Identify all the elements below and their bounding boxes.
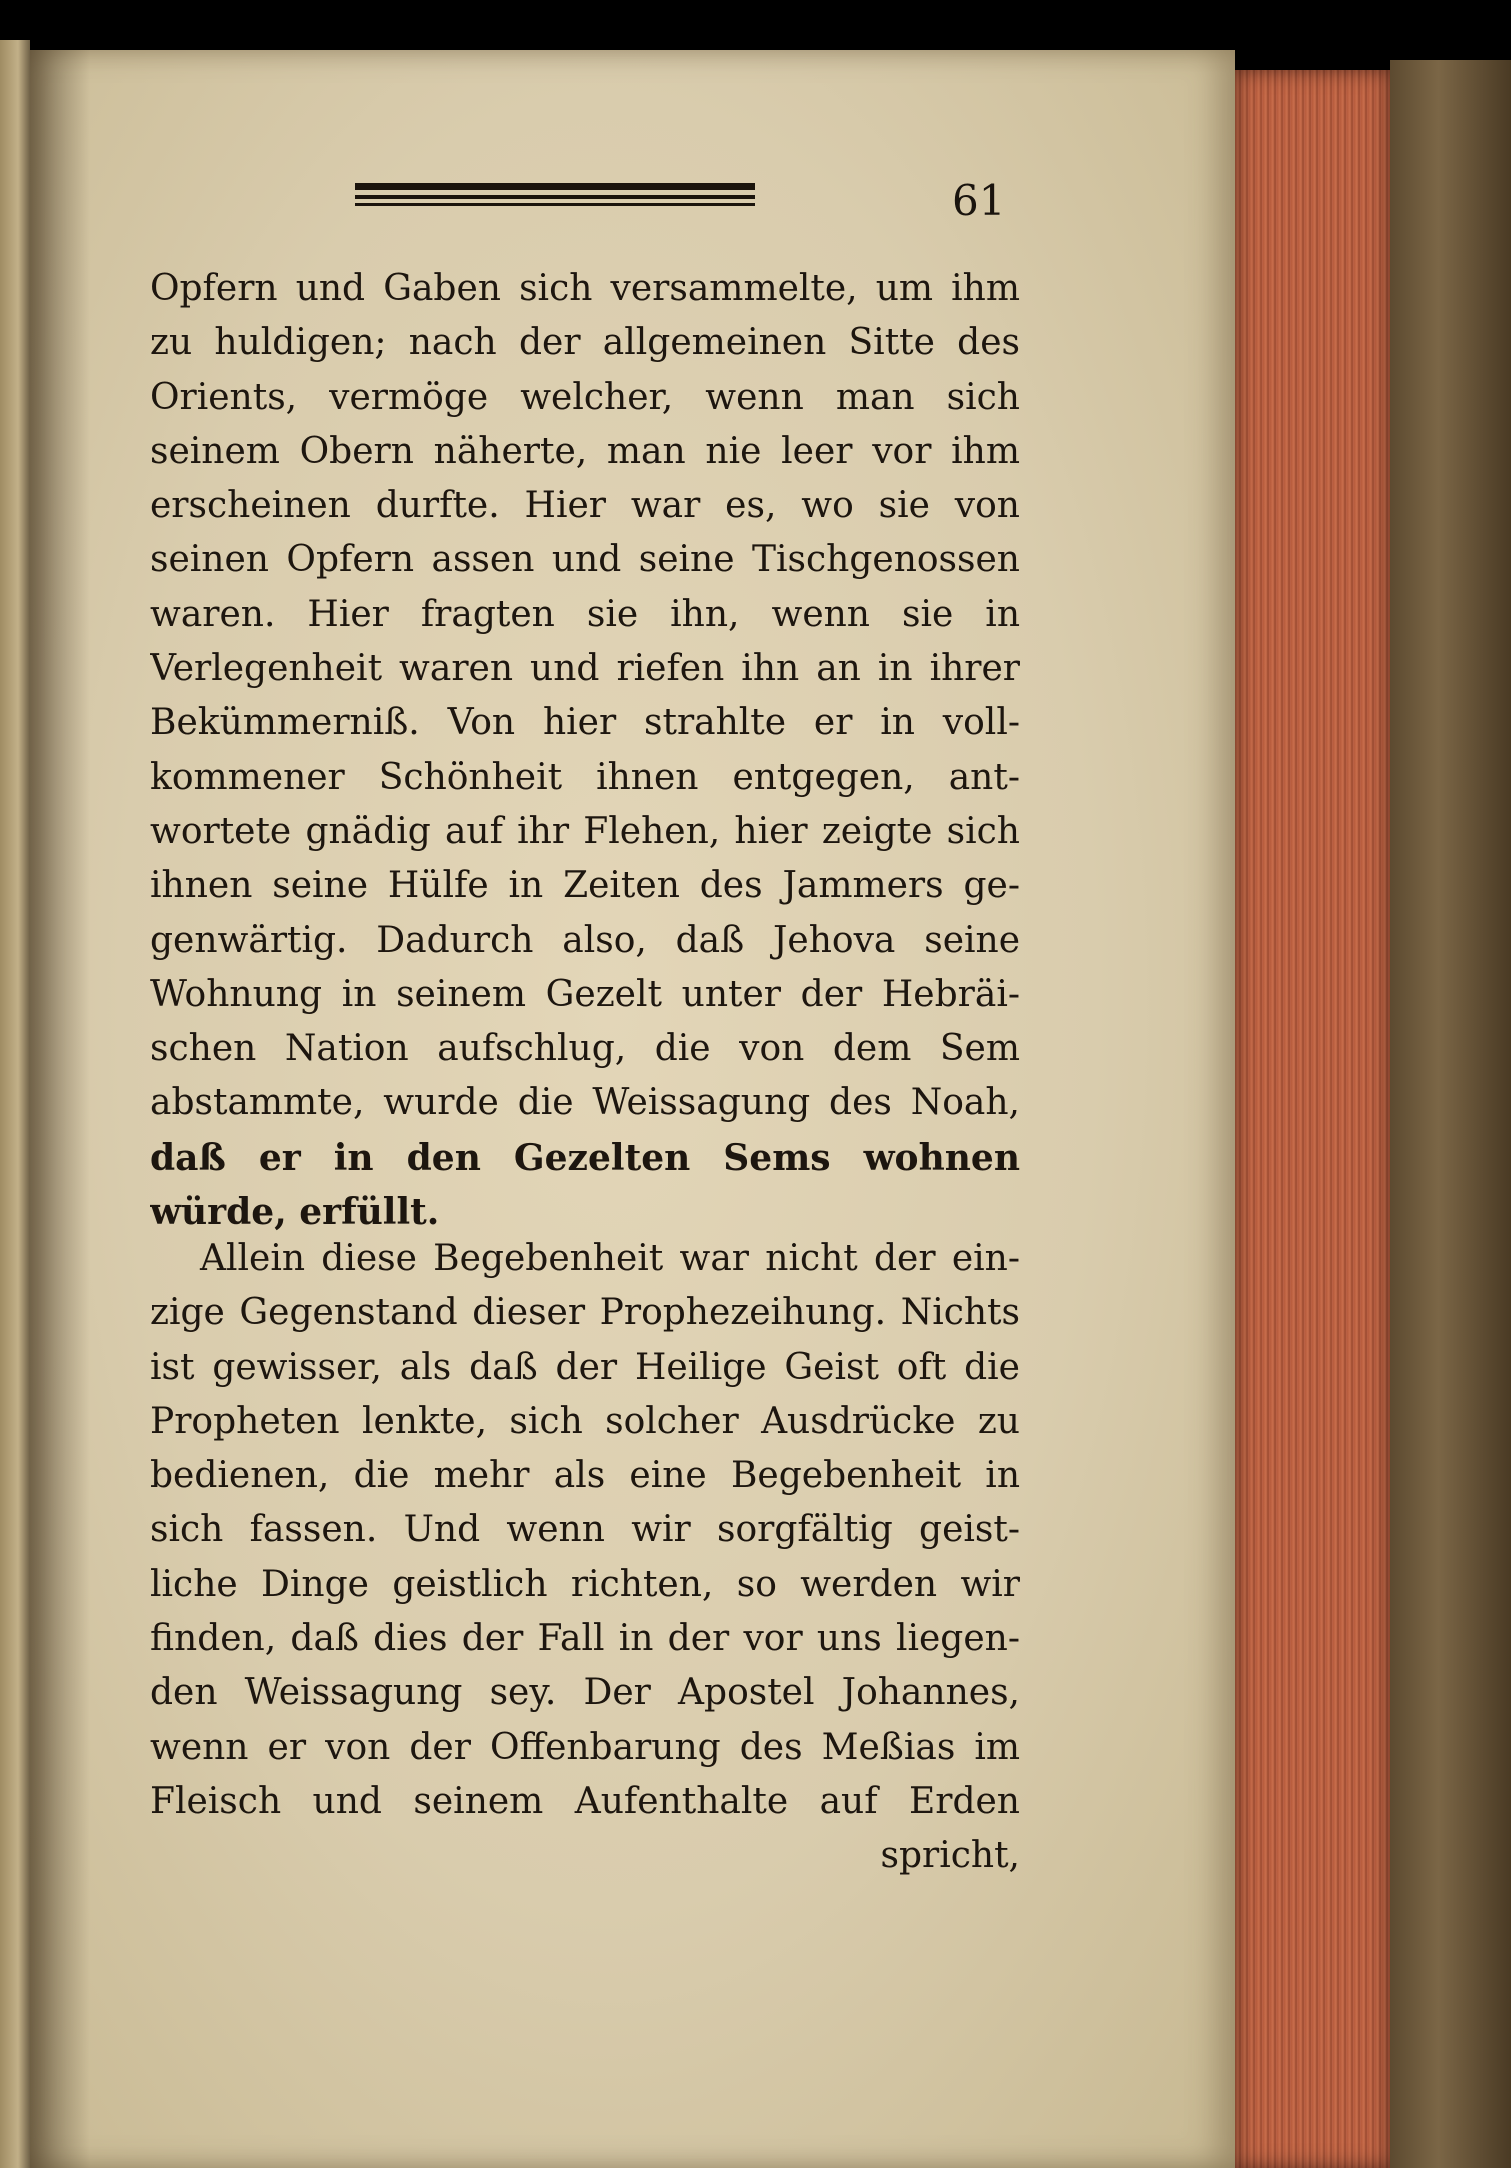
paragraph-1 [150, 262, 1020, 1239]
text-line: Fleisch und seinem Aufenthalte auf Erden [150, 1780, 1020, 1822]
text-line: abstammte, wurde die Weissagung des Noah, [150, 1082, 1020, 1124]
text-line: liche Dinge geistlich richten, so werden wir [150, 1563, 1020, 1605]
text-line: den Weissagung sey. Der Apostel Johannes, [150, 1672, 1020, 1714]
text-line: ihnen seine Hülfe in Zeiten des Jammers ge- [150, 865, 1020, 907]
text-line: wortete gnädig auf ihr Flehen, hier zeigte sich [150, 810, 1020, 852]
gutter-shadow [30, 50, 90, 2168]
header-rule [355, 183, 755, 209]
text-line: zu huldigen; nach der allgemeinen Sitte des [150, 322, 1020, 364]
text-line: Allein diese Begebenheit war nicht der ein- [200, 1238, 1020, 1279]
text-line: schen Nation aufschlug, die von dem Sem [150, 1028, 1020, 1070]
text-line: seinem Obern näherte, man nie leer vor ihm [150, 430, 1020, 472]
text-line: zige Gegenstand dieser Prophezeihung. Nichts [150, 1292, 1020, 1334]
text-line: Orients, vermöge welcher, wenn man sich [150, 376, 1020, 418]
page-edges [1235, 70, 1390, 2168]
book-cover [1390, 60, 1511, 2168]
text-line: sich fassen. Und wenn wir sorgfältig geist- [150, 1509, 1020, 1551]
text-line: finden, daß dies der Fall in der vor uns liegen- [150, 1618, 1020, 1660]
text-line: erscheinen durfte. Hier war es, wo sie von [150, 485, 1020, 527]
text-line: bedienen, die mehr als eine Begebenheit in [150, 1455, 1020, 1497]
previous-page-edge [0, 40, 30, 2168]
text-line: Wohnung in seinem Gezelt unter der Hebräi- [150, 973, 1020, 1015]
text-line: Bekümmerniß. Von hier strahlte er in voll- [150, 702, 1020, 744]
page-number: 61 [952, 176, 1006, 225]
paragraph-2 [150, 1232, 1020, 1884]
text-line: ist gewisser, als daß der Heilige Geist oft die [150, 1346, 1020, 1388]
text-line: Verlegenheit waren und riefen ihn an in ihrer [150, 648, 1020, 690]
text-line: kommener Schönheit ihnen entgegen, ant- [150, 756, 1020, 798]
text-line: Propheten lenkte, sich solcher Ausdrücke zu [150, 1400, 1020, 1442]
text-line: wenn er von der Offenbarung des Meßias im [150, 1726, 1020, 1768]
catchword: spricht, [880, 1835, 1020, 1877]
text-line: Opfern und Gaben sich versammelte, um ihm [150, 268, 1020, 309]
text-line: waren. Hier fragten sie ihn, wenn sie in [150, 593, 1020, 635]
text-line: genwärtig. Dadurch also, daß Jehova seine [150, 919, 1020, 961]
text-line: seinen Opfern assen und seine Tischgenossen [150, 539, 1020, 581]
text-line: daß er in den Gezelten Sems wohnen [150, 1136, 1020, 1179]
text-line: würde, erfüllt. [150, 1191, 440, 1234]
